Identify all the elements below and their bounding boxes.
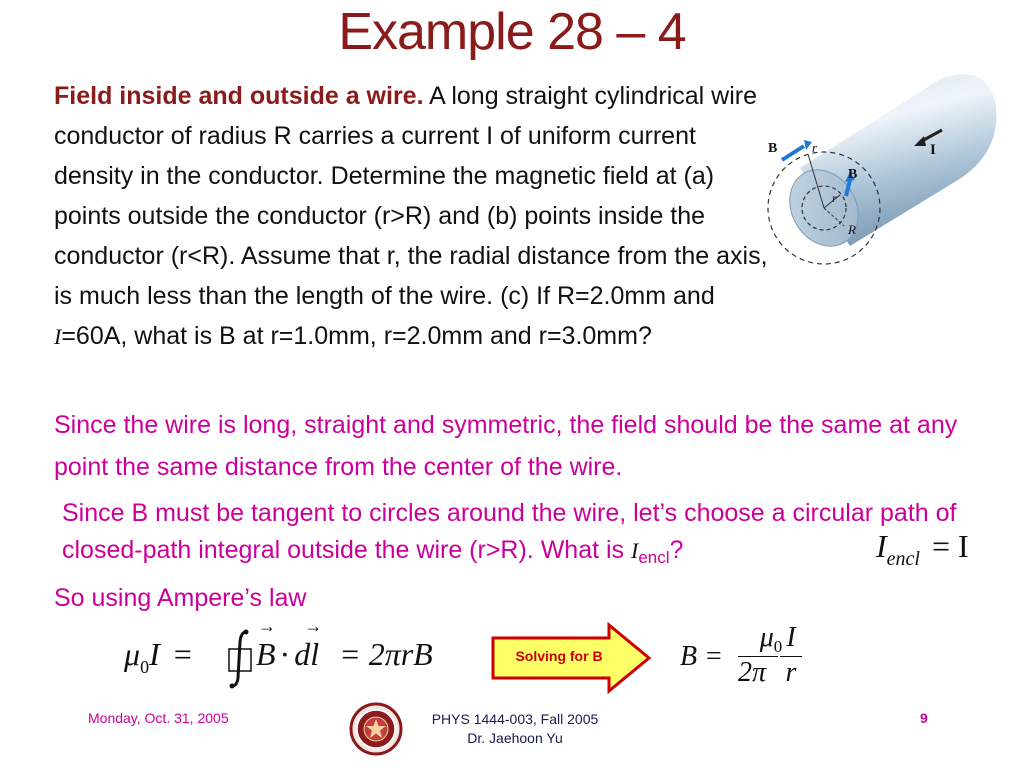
solving-for-b-arrow <box>489 622 653 694</box>
result-mu: μ <box>759 622 774 653</box>
label-current-i: I <box>930 142 936 158</box>
ienc-subscript: encl <box>638 548 670 567</box>
label-r-outer: r <box>812 140 818 155</box>
slide-title: Example 28 – 4 <box>338 3 686 61</box>
ampere-intro: So using Ampere’s law <box>54 584 307 612</box>
vec-dl-letters: dl <box>294 636 320 672</box>
current-symbol: I <box>54 324 62 349</box>
path-text: Since B must be tangent to circles around the wire, let’s choose a circular path of closed-path integral outside the wire (r>R). What is <box>62 499 957 564</box>
result-lhs <box>680 641 723 673</box>
result-r: r <box>785 657 797 688</box>
problem-text-2: =60A, what is B at r=1.0mm, r=2.0mm and r=3.0mm? <box>61 322 652 350</box>
problem-text-1: A long straight cylindrical wire conductor of radius R carries a current I of uniform current density in the conductor. Determine the magnetic field at (a) points outside the conductor (r>R) and (b) points inside the conductor (r<R). Assume that r, the radial distance from the axis, is much less than the length of the wire. (c) If R=2.0mm and <box>54 82 768 310</box>
ampere-equation <box>124 636 198 677</box>
vec-b-letter: B <box>256 636 276 672</box>
label-b-outer: B <box>768 141 778 156</box>
result-i: I <box>786 622 796 653</box>
outer-field-arrow <box>782 146 804 160</box>
closed-integral-icon <box>224 628 258 690</box>
problem-heading: Field inside and outside a wire. <box>54 82 424 110</box>
footer-course: PHYS 1444-003, Fall 2005 <box>431 711 599 727</box>
wire-cylinder-figure <box>760 68 1010 318</box>
mu-symbol: μ <box>124 636 141 672</box>
label-radius-r: R <box>848 222 856 237</box>
ampere-rhs: = 2πrB <box>339 636 433 672</box>
solving-for-b-label: Solving for B <box>515 648 603 664</box>
path-question-mark: ? <box>669 536 684 564</box>
label-b-inner: B <box>848 167 858 182</box>
ienc-eq-subscript: encl <box>886 548 920 570</box>
result-2pi: 2π <box>738 657 767 688</box>
vec-b: → B <box>256 616 276 672</box>
ienc-lhs: I <box>876 528 887 564</box>
symmetry-paragraph: Since the wire is long, straight and symmetric, the field should be the same at any point the same distance from the center of the wire. <box>54 411 958 481</box>
vec-dl: → dl <box>294 616 323 672</box>
footer-instructor: Dr. Jaehoon Yu <box>467 730 563 746</box>
ampere-current: I <box>149 636 160 672</box>
footer-course-block <box>370 710 660 748</box>
result-fraction-2 <box>780 622 802 689</box>
ampere-integrand <box>256 616 433 673</box>
ienc-symbol: I <box>631 538 639 563</box>
label-r-inner: r <box>832 191 837 205</box>
outer-field-arrowhead <box>804 140 812 150</box>
ampere-equals-1: = <box>173 636 192 672</box>
ienc-rhs: = I <box>931 528 969 564</box>
dot-operator: · <box>279 636 291 672</box>
page-number: 9 <box>920 710 928 726</box>
result-mu-sub: 0 <box>773 637 783 656</box>
ienc-equation <box>876 528 969 570</box>
result-b: B = <box>680 641 723 672</box>
footer-date: Monday, Oct. 31, 2005 <box>88 710 229 726</box>
mu-subscript: 0 <box>140 657 150 677</box>
problem-statement <box>54 76 770 357</box>
path-paragraph <box>62 495 992 571</box>
